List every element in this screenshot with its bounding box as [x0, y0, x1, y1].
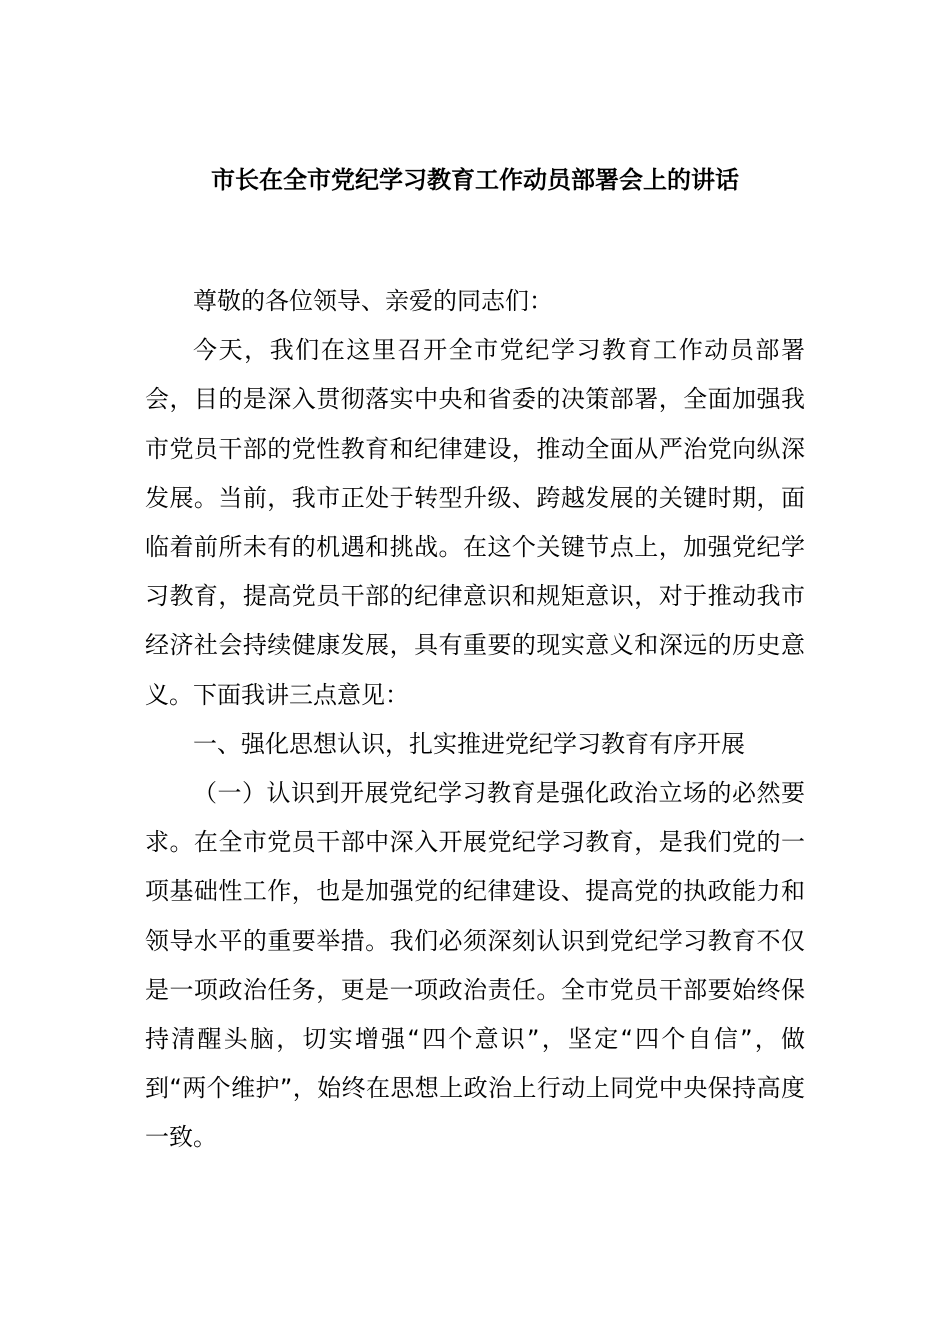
salutation-paragraph: 尊敬的各位领导、亲爱的同志们：	[193, 287, 553, 315]
intro-paragraph: 今天，我们在这里召开全市党纪学习教育工作动员部署会，目的是深入贯彻落实中央和省委的决策部署，全面加强我市党员干部的党性教育和纪律建设，推动全面从严治党向纵深发展。当前，我市正处于转型升级、跨越发展的关键时期，面临着前所未有的机遇和挑战。在这个关键节点上，加强党纪学习教育，提高党员干部的纪律意识和规矩意识，对于推动我市经济社会持续健康发展，具有重要的现实意义和深远的历史意义。下面我讲三点意见：	[145, 336, 805, 709]
document-title: 市长在全市党纪学习教育工作动员部署会上的讲话	[211, 166, 739, 194]
document-body	[145, 277, 805, 1163]
subsection-paragraph: （一）认识到开展党纪学习教育是强化政治立场的必然要求。在全市党员干部中深入开展党纪学习教育，是我们党的一项基础性工作，也是加强党的纪律建设、提高党的执政能力和领导水平的重要举措。我们必须深刻认识到党纪学习教育不仅是一项政治任务，更是一项政治责任。全市党员干部要始终保持清醒头脑，切实增强“四个意识”，坚定“四个自信”，做到“两个维护”，始终在思想上政治上行动上同党中央保持高度一致。	[145, 779, 805, 1152]
section-heading: 一、强化思想认识，扎实推进党纪学习教育有序开展	[193, 729, 745, 758]
